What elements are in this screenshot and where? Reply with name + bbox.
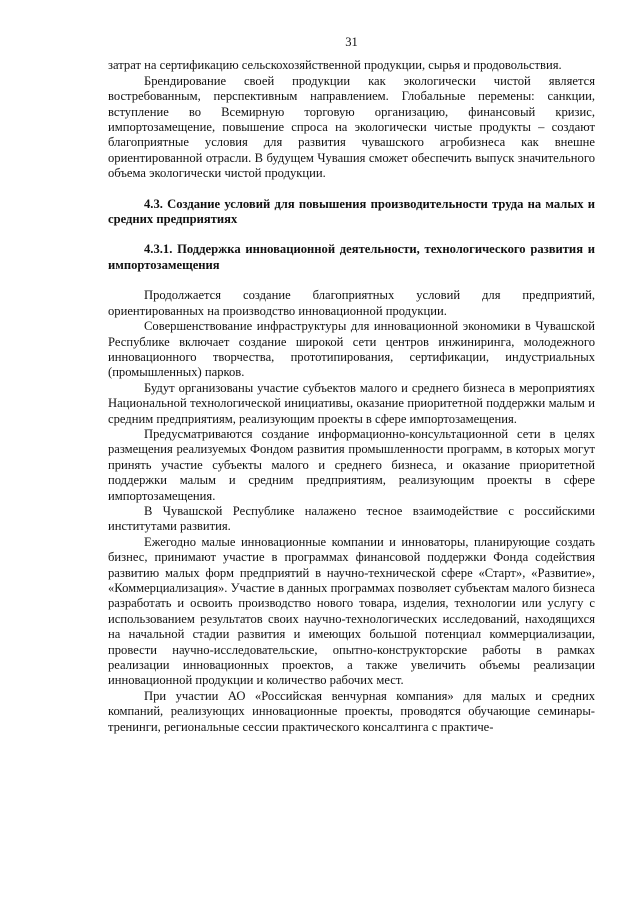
paragraph-nti-participation: Будут организованы участие субъектов малого и среднего бизнеса в мероприятиях Национальной технологической инициативы, оказание приоритетной поддержки малым и средним предприятиям, реализующим проекты в сфере импортозамещения.	[108, 380, 595, 426]
paragraph-branding: Брендирование своей продукции как экологически чистой является востребованным, перспективным направлением. Глобальные перемены: санкции, вступление во Всемирную торговую организацию, финансовый кризис, импортозамещение, повышение спроса на экологически чистые продукты – создают благоприятные условия для развития чувашского агробизнеса как внешне ориентированной отрасли. В будущем Чувашия сможет обеспечить выпуск значительного объема экологически чистой продукции.	[108, 73, 595, 181]
subsection-heading-4-3-1: 4.3.1. Поддержка инновационной деятельности, технологического развития и импортозамещения	[108, 242, 595, 272]
paragraph-favorable-conditions: Продолжается создание благоприятных условий для предприятий, ориентированных на производство инновационной продукции.	[108, 288, 595, 318]
paragraph-fund-programs: Ежегодно малые инновационные компании и инноваторы, планирующие создать бизнес, принимают участие в программах финансовой поддержки Фонда содействия развитию малых форм предприятий в научно-технической сфере «Старт», «Развитие», «Коммерциализация». Участие в данных программах позволяет субъектам малого бизнеса разработать и освоить производство нового товара, изделия, технологии или услугу с использованием результатов своих научно-технологических исследований, находящихся на начальной стадии развития и имеющих большой потенциал коммерциализации, провести научно-исследовательские, опытно-конструкторские работы в рамках реализации инновационных проектов, а также увеличить объемы реализации инновационной продукции и количество рабочих мест.	[108, 534, 595, 688]
section-heading-4-3: 4.3. Создание условий для повышения производительности труда на малых и средних предприятиях	[108, 196, 595, 227]
page-number: 31	[345, 35, 358, 49]
paragraph-infrastructure: Совершенствование инфраструктуры для инновационной экономики в Чувашской Республике включает создание широкой сети центров инжиниринга, молодежного инновационного творчества, прототипирования, сертификации, индустриальных (промышленных) парков.	[108, 319, 595, 380]
paragraph-development-institutes: В Чувашской Республике налажено тесное взаимодействие с российскими институтами развития.	[108, 503, 595, 534]
paragraph-rvc-seminars: При участии АО «Российская венчурная компания» для малых и средних компаний, реализующих инновационные проекты, проводятся обучающие семинары-тренинги, региональные сессии практического консалтинга с практиче-	[108, 688, 595, 734]
paragraph-continuation: затрат на сертификацию сельскохозяйственной продукции, сырья и продовольствия.	[108, 58, 562, 73]
paragraph-consulting-network: Предусматриваются создание информационно-консультационной сети в целях размещения реализуемых Фондом развития промышленности программ, в которых могут принять участие субъекты малого и среднего бизнеса, и оказание приоритетной поддержки малым и средним предприятиям, реализующим проекты в сфере импортозамещения.	[108, 426, 595, 503]
